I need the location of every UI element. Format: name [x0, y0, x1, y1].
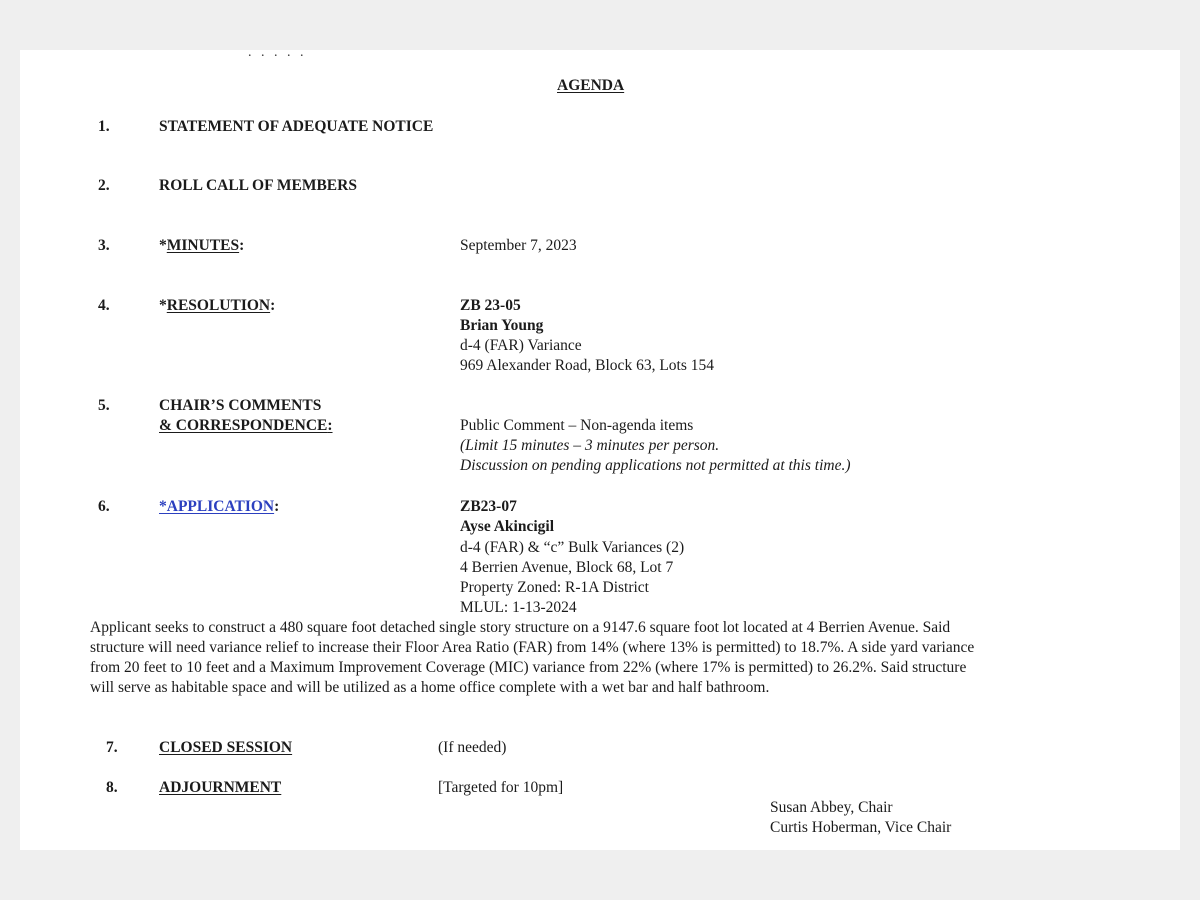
item-8-label: ADJOURNMENT	[159, 779, 282, 796]
item-1-number: 1.	[98, 118, 110, 135]
item-5-note: (Limit 15 minutes – 3 minutes per person.	[460, 437, 720, 454]
item-6-number: 6.	[98, 498, 110, 515]
application-link[interactable]: *APPLICATION	[159, 498, 275, 515]
item-4-applicant: Brian Young	[460, 317, 544, 334]
description-line: will serve as habitable space and will be utilized as a home office complete with a wet bar and half bathroom.	[90, 679, 770, 696]
item-6-label: *APPLICATION:	[159, 498, 280, 515]
cropped-header-fragment: . . . . .	[248, 50, 307, 60]
description-line: from 20 feet to 10 feet and a Maximum Improvement Coverage (MIC) variance from 22% (where 17% is permitted) to 26.2%. Said structure	[90, 659, 967, 676]
item-3-value: September 7, 2023	[460, 237, 577, 254]
item-5-label-line1: CHAIR’S COMMENTS	[159, 397, 322, 414]
description-line: structure will need variance relief to increase their Floor Area Ratio (FAR) from 14% (where 13% is permitted) to 18.7%. A side yard variance	[90, 639, 975, 656]
item-1-label: STATEMENT OF ADEQUATE NOTICE	[159, 118, 434, 135]
item-6-applicant: Ayse Akincigil	[460, 518, 555, 535]
item-7-number: 7.	[106, 739, 118, 756]
item-5-label-line2: & CORRESPONDENCE:	[159, 417, 333, 434]
item-4-case-number: ZB 23-05	[460, 297, 521, 314]
item-4-label: *RESOLUTION:	[159, 297, 276, 314]
item-6-detail: 4 Berrien Avenue, Block 68, Lot 7	[460, 559, 674, 576]
page-title: AGENDA	[557, 77, 625, 94]
item-6-detail: Property Zoned: R-1A District	[460, 579, 649, 596]
signature-chair: Susan Abbey, Chair	[770, 799, 893, 816]
item-5-number: 5.	[98, 397, 110, 414]
item-3-label: *MINUTES:	[159, 237, 245, 254]
item-7-value: (If needed)	[438, 739, 507, 756]
application-description	[90, 618, 1100, 698]
item-6-case-number: ZB23-07	[460, 498, 517, 515]
item-8-number: 8.	[106, 779, 118, 796]
item-5-note: Discussion on pending applications not permitted at this time.)	[460, 457, 851, 474]
item-2-number: 2.	[98, 177, 110, 194]
item-8-value: [Targeted for 10pm]	[438, 779, 564, 796]
item-4-number: 4.	[98, 297, 110, 314]
item-4-detail: 969 Alexander Road, Block 63, Lots 154	[460, 357, 714, 374]
item-6-detail: MLUL: 1-13-2024	[460, 599, 577, 616]
item-2-label: ROLL CALL OF MEMBERS	[159, 177, 357, 194]
item-5-value: Public Comment – Non-agenda items	[460, 417, 694, 434]
item-3-number: 3.	[98, 237, 110, 254]
agenda-page	[20, 50, 1180, 850]
item-4-detail: d-4 (FAR) Variance	[460, 337, 582, 354]
signature-vice-chair: Curtis Hoberman, Vice Chair	[770, 819, 952, 836]
item-6-detail: d-4 (FAR) & “c” Bulk Variances (2)	[460, 539, 685, 556]
description-line: Applicant seeks to construct a 480 square foot detached single story structure on a 9147.6 square foot lot located at 4 Berrien Avenue. Said	[90, 619, 951, 636]
item-7-label: CLOSED SESSION	[159, 739, 293, 756]
